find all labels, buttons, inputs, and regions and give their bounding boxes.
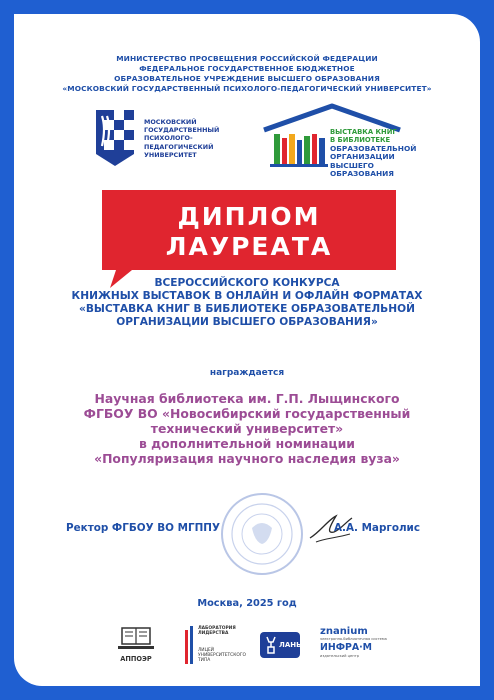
diploma-card [14,14,480,686]
exhibition-logo-line4: ОРГАНИЗАЦИИ [330,152,395,162]
header-line-federal: ФЕДЕРАЛЬНОЕ ГОСУДАРСТВЕННОЕ БЮДЖЕТНОЕ [139,64,355,73]
signatory-position: Ректор ФГБОУ ВО МГППУ [66,522,220,534]
exhibition-logo-line6: ОБРАЗОВАНИЯ [330,169,395,179]
leadership-label [198,626,236,636]
partner-apposer-logo [116,626,156,663]
winner-line5: «Популяризация научного наследия вуза» [94,451,400,466]
diploma-title-line1: ДИПЛОМ [177,202,321,231]
infra-label: ИНФРА·М [320,642,373,653]
book-stand-icon [116,626,156,650]
partner-znanium-infra-logo [320,626,400,666]
winner-line4: в дополнительной номинации [139,436,355,451]
znanium-label: znanium [320,626,368,637]
leadership-sub2: УНИВЕРСИТЕТСКОГО [198,653,246,659]
leadership-line1: ЛАБОРАТОРИЯ [198,626,236,631]
contest-line3: «ВЫСТАВКА КНИГ В БИБЛИОТЕКЕ ОБРАЗОВАТЕЛЬНОЙ [79,303,415,315]
header-line-ministry: МИНИСТЕРСТВО ПРОСВЕЩЕНИЯ РОССИЙСКОЙ ФЕДЕРАЦИИ [116,54,378,63]
signatory-name: А.А. Марголис [334,522,421,534]
exhibition-logo [260,100,420,179]
apposer-label: АППОЭР [120,655,152,663]
exhibition-logo-line2: В БИБЛИОТЕКЕ [330,136,391,144]
university-logo-text [144,118,219,159]
exhibition-logo-title [330,128,397,144]
place-date: Москва, 2025 год [197,598,297,609]
header-line-university: «МОСКОВСКИЙ ГОСУДАРСТВЕННЫЙ ПСИХОЛОГО-ПЕДАГОГИЧЕСКИЙ УНИВЕРСИТЕТ» [62,84,432,93]
exhibition-logo-line1: ВЫСТАВКА КНИГ [330,128,397,136]
university-logo [94,106,224,166]
deer-icon [263,635,279,655]
winner-line1: Научная библиотека им. Г.П. Лыщинского [94,391,400,406]
lan-label: ЛАНЬ [279,641,302,649]
official-seal-icon [220,492,304,576]
leadership-sub1: ЛИЦЕЙ [198,648,215,653]
contest-title [14,277,480,329]
university-logo-line4: ПЕДАГОГИЧЕСКИЙ [144,142,214,151]
winner-line2: ФГБОУ ВО «Новосибирский государственный [83,406,411,421]
university-emblem-icon [94,106,138,166]
winner-block [14,391,480,466]
university-logo-line5: УНИВЕРСИТЕТ [144,150,197,159]
leadership-bars-icon [184,626,196,664]
university-logo-line3: ПСИХОЛОГО- [144,134,193,143]
exhibition-logo-line3: ОБРАЗОВАТЕЛЬНОЙ [330,144,417,153]
infra-sub: издательский центр [320,654,359,658]
winner-line3: технический университет» [150,421,344,436]
exhibition-logo-subtitle [330,145,416,179]
leadership-sub [198,648,246,664]
diploma-ribbon [102,190,396,288]
partner-lan-logo [260,632,300,658]
header-line-institution: ОБРАЗОВАТЕЛЬНОЕ УЧРЕЖДЕНИЕ ВЫСШЕГО ОБРАЗОВАНИЯ [114,74,380,83]
leadership-sub3: ТИПА [198,658,211,664]
exhibition-logo-line5: ВЫСШЕГО [330,160,374,170]
diploma-title-line2: ЛАУРЕАТА [165,232,333,261]
contest-line4: ОРГАНИЗАЦИИ ВЫСШЕГО ОБРАЗОВАНИЯ» [116,316,378,328]
contest-line1: ВСЕРОССИЙСКОГО КОНКУРСА [154,277,340,289]
partner-leadership-logo [184,626,246,666]
contest-line2: КНИЖНЫХ ВЫСТАВОК В ОНЛАЙН И ОФЛАЙН ФОРМАТАХ [71,290,423,302]
awarded-label: награждается [209,368,285,378]
university-logo-line2: ГОСУДАРСТВЕННЫЙ [144,126,220,135]
university-logo-line1: МОСКОВСКИЙ [144,118,197,126]
leadership-line2: ЛИДЕРСТВА [198,631,229,637]
znanium-sub: электронно-библиотечная система [320,637,387,641]
